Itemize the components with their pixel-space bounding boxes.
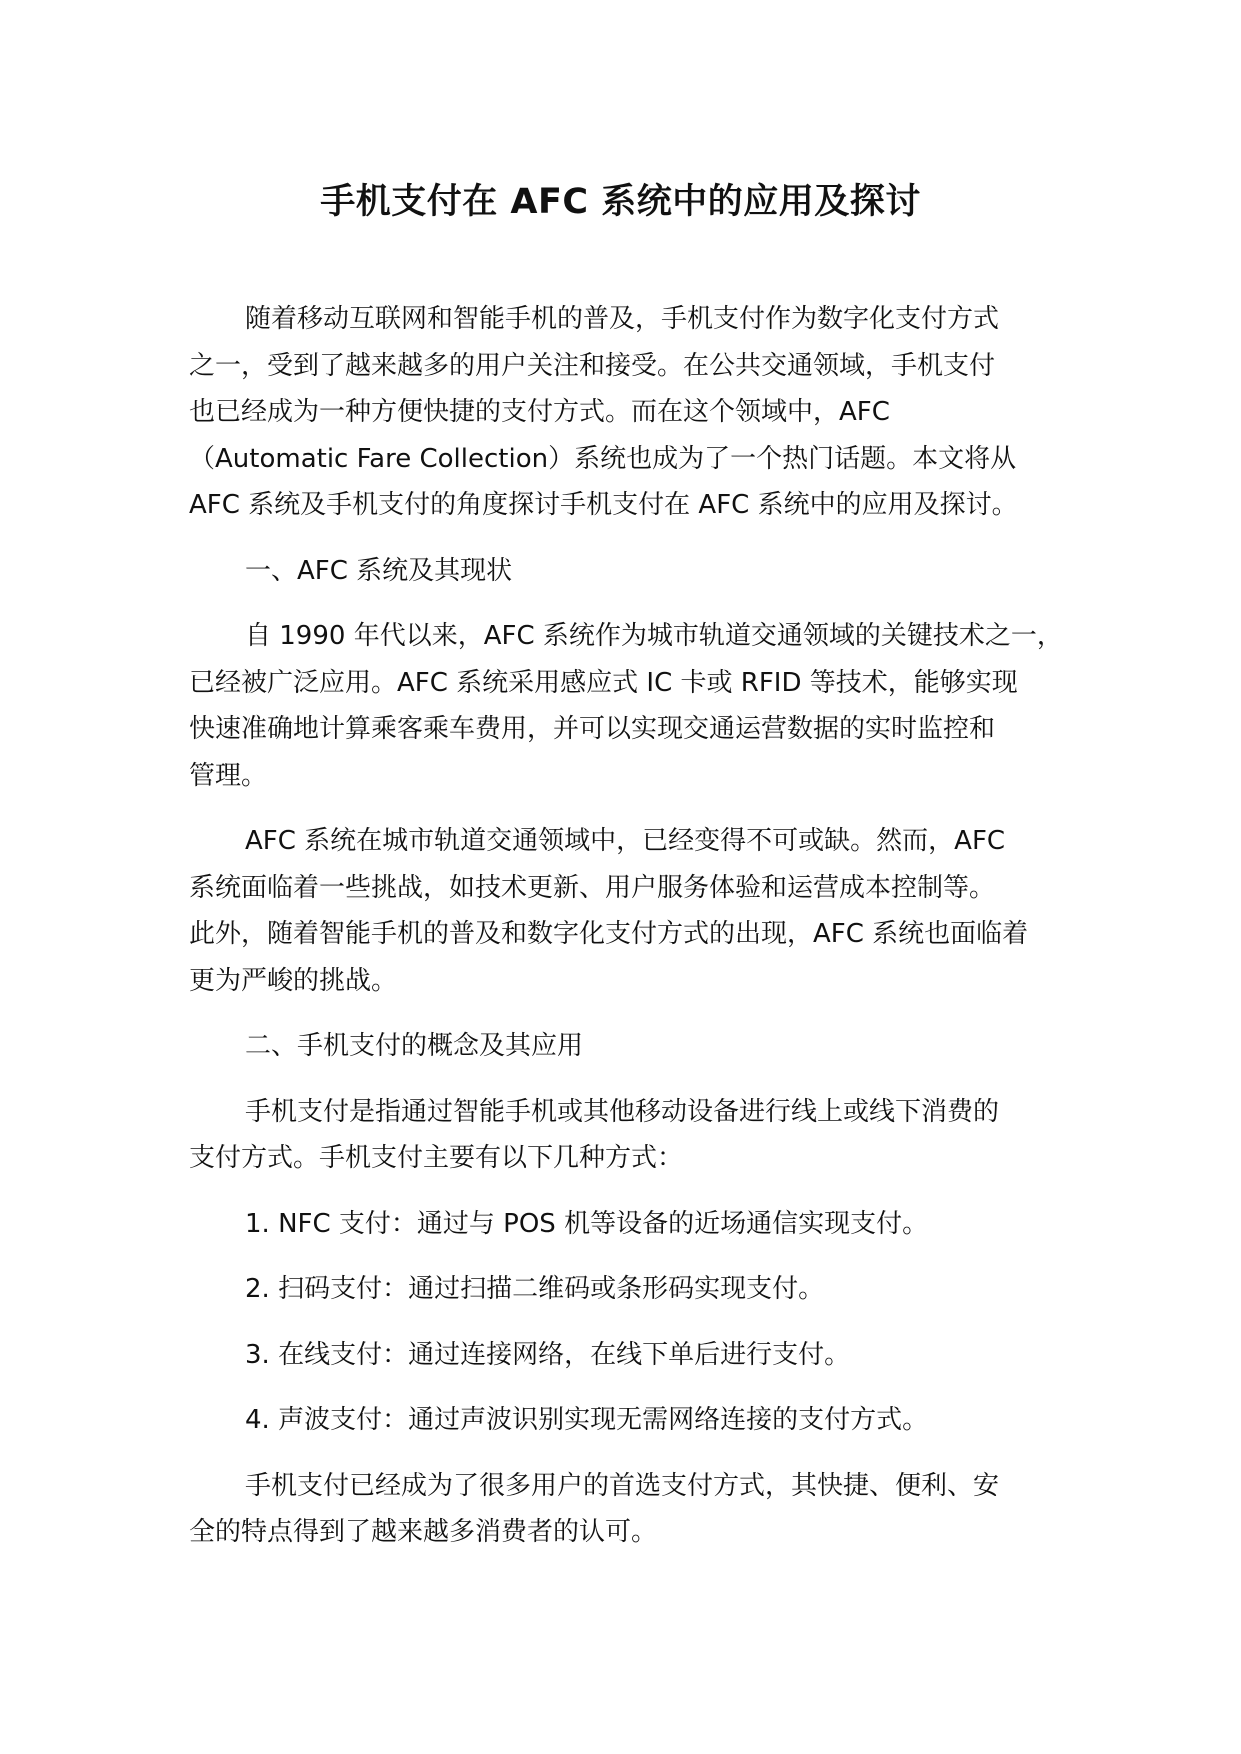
paragraph-line: 管理。 — [189, 760, 268, 791]
afc-challenges-paragraph — [189, 818, 1089, 1004]
mobile-payment-definition-paragraph — [189, 1089, 1089, 1182]
section-heading-text: 二、手机支付的概念及其应用 — [245, 1031, 584, 1061]
paragraph-line: 更为严峻的挑战。 — [189, 965, 398, 996]
paragraph-line: 已经被广泛应用。AFC 系统采用感应式 IC 卡或 RFID 等技术，能够实现 — [189, 667, 1018, 698]
intro-paragraph — [189, 296, 1089, 529]
paragraph-line: 手机支付已经成为了很多用户的首选支付方式，其快捷、便利、安 — [245, 1470, 1000, 1501]
paragraph-line: 此外，随着智能手机的普及和数字化支付方式的出现，AFC 系统也面临着 — [189, 919, 1029, 949]
section-heading-text: 一、AFC 系统及其现状 — [245, 555, 513, 586]
list-item-text: 4. 声波支付：通过声波识别实现无需网络连接的支付方式。 — [245, 1405, 929, 1435]
paragraph-line: 全的特点得到了越来越多消费者的认可。 — [189, 1517, 658, 1547]
paragraph-line: 支付方式。手机支付主要有以下几种方式： — [189, 1143, 684, 1173]
paragraph-line: 系统面临着一些挑战，如技术更新、用户服务体验和运营成本控制等。 — [189, 872, 996, 903]
document-body — [189, 296, 1089, 1575]
list-item-online — [189, 1332, 1089, 1379]
list-item-scan — [189, 1266, 1089, 1313]
section-heading-mobile-payment — [189, 1023, 1089, 1070]
list-item-text: 2. 扫码支付：通过扫描二维码或条形码实现支付。 — [245, 1274, 825, 1304]
list-item-text: 1. NFC 支付：通过与 POS 机等设备的近场通信实现支付。 — [245, 1208, 929, 1239]
paragraph-line: 也已经成为一种方便快捷的支付方式。而在这个领域中，AFC — [189, 397, 890, 427]
paragraph-line: AFC 系统在城市轨道交通领域中，已经变得不可或缺。然而，AFC — [245, 826, 1006, 856]
paragraph-line: 自 1990 年代以来，AFC 系统作为城市轨道交通领域的关键技术之一， — [245, 621, 1063, 651]
section-heading-afc — [189, 548, 1089, 595]
paragraph-line: AFC 系统及手机支付的角度探讨手机支付在 AFC 系统中的应用及探讨。 — [189, 490, 1018, 520]
list-item-sonic — [189, 1397, 1089, 1444]
list-item-text: 3. 在线支付：通过连接网络，在线下单后进行支付。 — [245, 1339, 851, 1370]
list-item-nfc — [189, 1201, 1089, 1248]
afc-history-paragraph — [189, 613, 1089, 799]
document-title: 手机支付在 AFC 系统中的应用及探讨 — [320, 182, 921, 222]
conclusion-paragraph — [189, 1463, 1089, 1556]
paragraph-line: 快速准确地计算乘客乘车费用，并可以实现交通运营数据的实时监控和 — [189, 714, 996, 744]
paragraph-line: 手机支付是指通过智能手机或其他移动设备进行线上或线下消费的 — [245, 1096, 1000, 1127]
paragraph-line: 随着移动互联网和智能手机的普及，手机支付作为数字化支付方式 — [245, 304, 1000, 334]
paragraph-line: 之一，受到了越来越多的用户关注和接受。在公共交通领域，手机支付 — [189, 350, 996, 381]
paragraph-line: （Automatic Fare Collection）系统也成为了一个热门话题。本文将从 — [189, 443, 1017, 474]
